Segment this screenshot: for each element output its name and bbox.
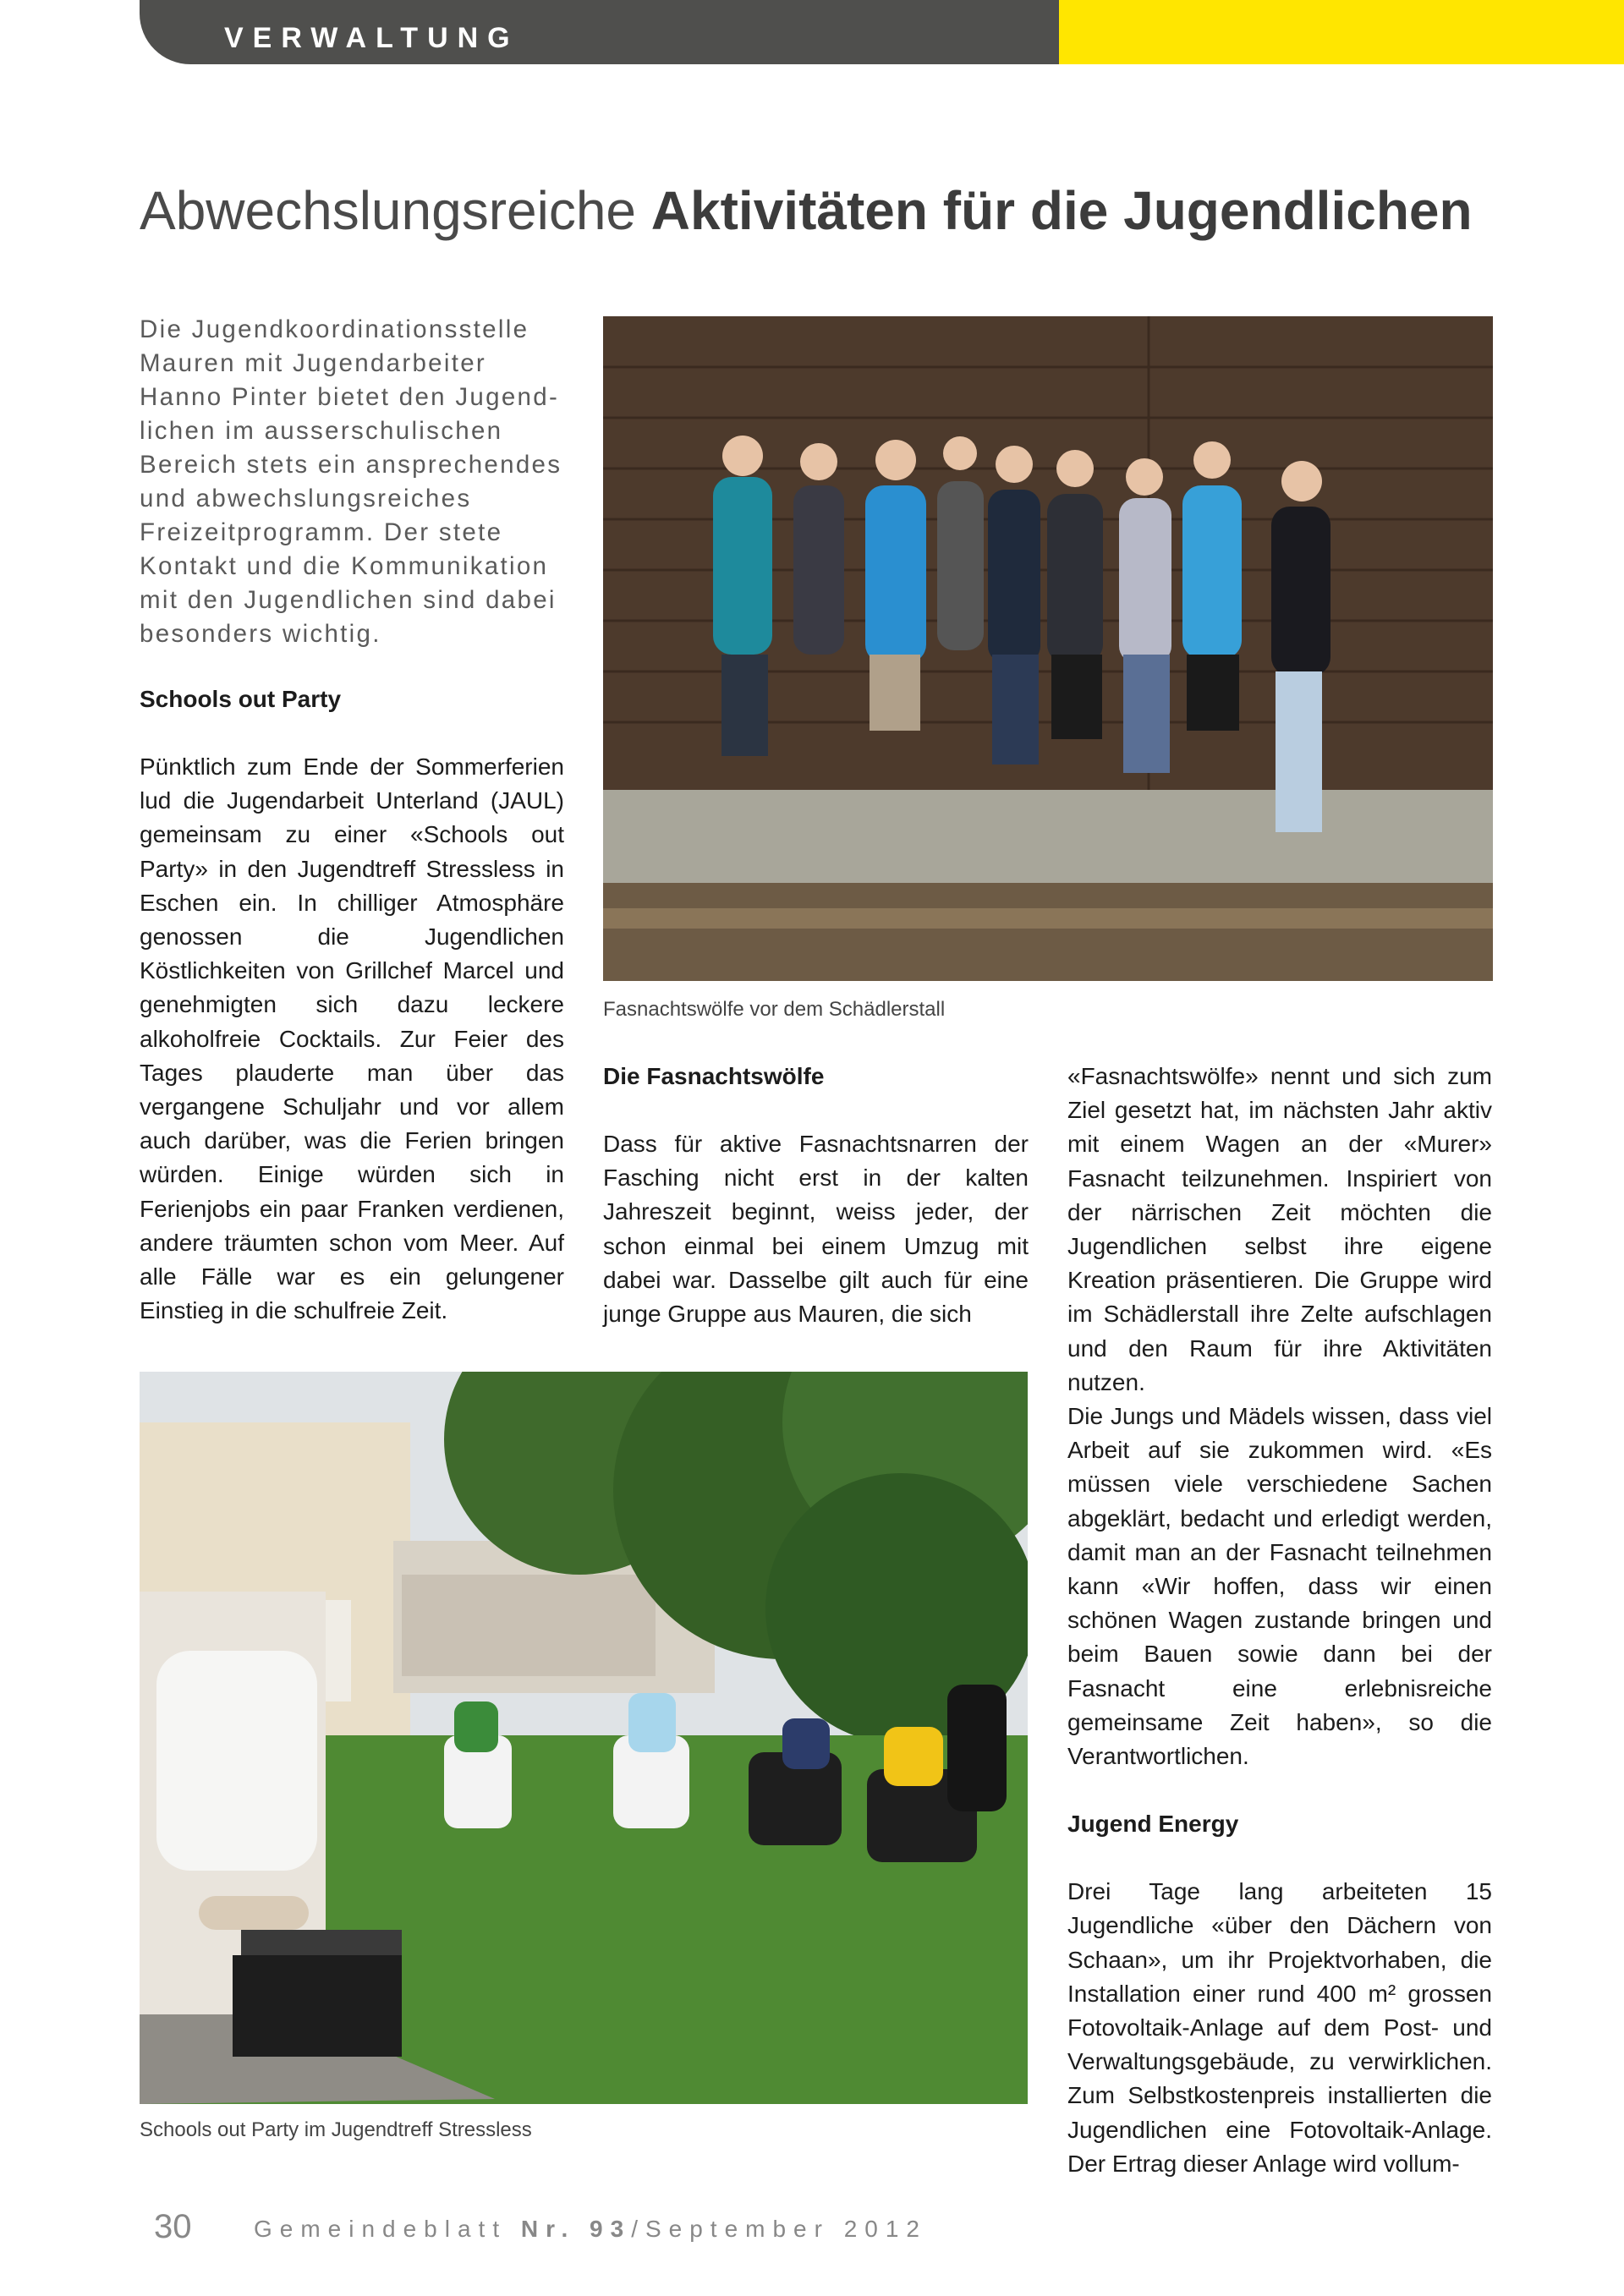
fasnacht-section — [603, 1060, 1029, 1331]
fasnacht-body-1: Dass für aktive Fasnachtsnarren der Fasching nicht erst in der kalten Jahreszeit beginnt, weiss jeder, der schon einmal bei einem Umzug mit dabei war. Dasselbe gilt auch für eine junge Gruppe aus Mauren, die sich — [603, 1131, 1029, 1328]
fasnacht-heading: Die Fasnachtswölfe — [603, 1063, 825, 1089]
header-band — [140, 0, 1059, 64]
footer-title: Gemeindeblatt — [254, 2216, 508, 2242]
footer-publication — [254, 2216, 927, 2243]
caption-photo1: Fasnachtswölfe vor dem Schädlerstall — [603, 998, 946, 1021]
photo-schools-out-party — [140, 1372, 1028, 2104]
schools-out-section — [140, 682, 564, 1328]
schools-out-heading: Schools out Party — [140, 686, 342, 712]
fasnacht-body-2: «Fasnachtswölfe» nennt und sich zum Ziel gesetzt hat, im nächsten Jahr aktiv mit einem Wagen an der «Murer» Fasnacht teilzunehmen. Inspiriert von der närrischen Zeit möchten die Jugendlichen selbst ihre eigene Kreation präsentieren. Die Gruppe wird im Schädlerstall ihre Zelte aufschlagen und den Raum für ihre Aktivitäten nutzen. — [1067, 1063, 1492, 1395]
footer-issue-prefix: Nr. — [520, 2216, 576, 2242]
intro-text: Die Jugendkoordinationsstelle Mauren mit Jugendarbeiter Hanno Pinter bietet den Jugend-lichen im ausserschulischen Bereich stets ein ansprechendes und abwechslungsreiches Freizeitprogramm. Der stete Kontakt und die Kommunikation mit den Jugendlichen sind dabei besonders wichtig. — [140, 315, 562, 648]
footer-issue-number: 93 — [590, 2216, 632, 2242]
energy-body: Drei Tage lang arbeiteten 15 Jugendliche «über den Dächern von Schaan», um ihr Projektvorhaben, die Installation einer rund 400 m² grossen Fotovoltaik-Anlage auf dem Post- und Verwaltungsgebäude, zu verwirklichen. Zum Selbstkostenpreis installierten die Jugendlichen eine Fotovoltaik-Anlage. Der Ertrag dieser Anlage wird vollum- — [1067, 1878, 1492, 2177]
energy-heading: Jugend Energy — [1067, 1811, 1239, 1838]
title-light: Abwechslungsreiche — [140, 180, 636, 241]
photo-fasnachtswoelfe — [603, 316, 1493, 981]
fasnacht-body-3: Die Jungs und Mädels wissen, dass viel Arbeit auf sie zukommen wird. «Es müssen viele verschiedene Sachen abgeklärt, bedacht und erledigt werden, damit man an der Fasnacht teilnehmen kann «Wir hoffen, dass wir einen schönen Wagen zustande bringen und beim Bauen sowie dann bei der Fasnacht eine erlebnisreiche gemeinsame Zeit haben», so die Verantwortlichen. — [1067, 1403, 1492, 1770]
title-bold: Aktivitäten für die Jugendlichen — [650, 180, 1473, 241]
article-title — [140, 179, 1577, 242]
page-number: 30 — [154, 2208, 192, 2245]
header-accent — [1059, 0, 1624, 64]
schools-out-body: Pünktlich zum Ende der Sommerferien lud die Jugendarbeit Unterland (JAUL) gemeinsam zu einer «Schools out Party» in den Jugendtreff Stressless in Eschen ein. In chilliger Atmosphäre genossen die Jugendlichen Köstlichkeiten von Grillchef Marcel und genehmigten sich dazu leckere alkoholfreie Cocktails. Zur Feier des Tages plauderte man über das vergangene Schuljahr und vor allem auch darüber, was die Ferien bringen würden. Einige würden sich in Ferienjobs ein paar Franken verdienen, andere träumten schon vom Meer. Auf alle Fälle war es ein gelungener Einstieg in die schulfreie Zeit. — [140, 753, 564, 1324]
footer-date: /September 2012 — [631, 2216, 927, 2242]
right-column — [1067, 1060, 1492, 2181]
caption-photo2: Schools out Party im Jugendtreff Stressless — [140, 2118, 532, 2141]
section-label: VERWALTUNG — [224, 22, 519, 54]
